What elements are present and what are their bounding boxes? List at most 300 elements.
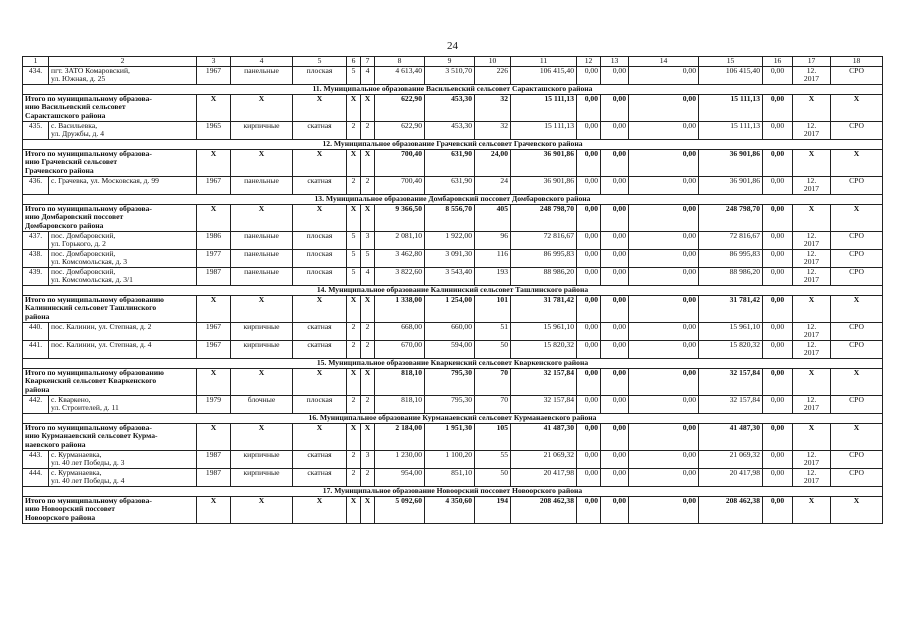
data-cell: 0,00	[601, 122, 629, 140]
data-cell: 86 995,83	[699, 250, 763, 268]
subtotal-cell: X	[361, 369, 375, 396]
subtotal-cell: X	[293, 424, 347, 451]
subtotal-cell: 24,00	[475, 150, 511, 177]
data-cell: 1967	[197, 177, 231, 195]
data-cell: панельные	[231, 177, 293, 195]
data-cell: 193	[475, 268, 511, 286]
header-cell: 10	[475, 57, 511, 67]
subtotal-cell: X	[793, 205, 831, 232]
subtotal-cell: X	[293, 296, 347, 323]
data-cell: 1977	[197, 250, 231, 268]
header-cell: 1	[23, 57, 49, 67]
data-cell: 15 961,10	[511, 323, 577, 341]
header-cell: 3	[197, 57, 231, 67]
subtotal-cell: X	[197, 95, 231, 122]
subtotal-cell: 0,00	[629, 296, 699, 323]
data-cell: 21 069,32	[511, 451, 577, 469]
header-cell: 11	[511, 57, 577, 67]
subtotal-cell: 0,00	[601, 205, 629, 232]
subtotal-cell: X	[361, 424, 375, 451]
data-cell: 2	[361, 122, 375, 140]
header-cell: 5	[293, 57, 347, 67]
data-cell: 0,00	[577, 268, 601, 286]
data-cell: 0,00	[577, 232, 601, 250]
subtotal-cell: X	[231, 95, 293, 122]
data-cell: блочные	[231, 396, 293, 414]
data-cell: 24	[475, 177, 511, 195]
data-cell: 2	[347, 341, 361, 359]
data-cell: 15 820,32	[699, 341, 763, 359]
data-cell: 0,00	[601, 323, 629, 341]
data-cell: СРО	[831, 250, 883, 268]
data-cell: 668,00	[375, 323, 425, 341]
data-cell: плоская	[293, 232, 347, 250]
subtotal-cell: 36 901,86	[511, 150, 577, 177]
address-cell: с. Курманаевка, ул. 40 лет Победы, д. 3	[49, 451, 197, 469]
subtotal-cell: X	[831, 95, 883, 122]
subtotal-cell: X	[831, 369, 883, 396]
data-cell: 3 510,70	[425, 67, 475, 85]
subtotal-cell: X	[231, 497, 293, 524]
subtotal-cell: X	[793, 424, 831, 451]
subtotal-cell: X	[231, 369, 293, 396]
subtotal-row	[23, 424, 883, 451]
address-cell: с. Кваркено, ул. Строителей, д. 11	[49, 396, 197, 414]
data-cell: СРО	[831, 177, 883, 195]
data-cell: 12. 2017	[793, 232, 831, 250]
data-cell: 0,00	[601, 341, 629, 359]
section-header-row	[23, 140, 883, 150]
subtotal-cell: 0,00	[629, 150, 699, 177]
header-cell: 8	[375, 57, 425, 67]
data-cell: 0,00	[601, 396, 629, 414]
data-cell: 0,00	[629, 232, 699, 250]
data-cell: 0,00	[577, 341, 601, 359]
data-cell: 0,00	[629, 341, 699, 359]
subtotal-cell: X	[831, 497, 883, 524]
data-cell: 0,00	[763, 451, 793, 469]
data-cell: 670,00	[375, 341, 425, 359]
data-cell: плоская	[293, 250, 347, 268]
section-title: 11. Муниципальное образование Васильевский сельсовет Саракташского района	[23, 85, 883, 95]
section-header-row	[23, 85, 883, 95]
header-cell: 16	[763, 57, 793, 67]
data-cell: панельные	[231, 250, 293, 268]
header-cell: 17	[793, 57, 831, 67]
page-number: 24	[447, 40, 458, 52]
data-cell: 15 111,13	[699, 122, 763, 140]
data-cell: 0,00	[601, 232, 629, 250]
subtotal-cell: X	[197, 296, 231, 323]
data-cell: 0,00	[601, 177, 629, 195]
subtotal-cell: 0,00	[763, 296, 793, 323]
row-number: 442.	[23, 396, 49, 414]
subtotal-cell: X	[793, 369, 831, 396]
subtotal-cell: 0,00	[601, 424, 629, 451]
subtotal-cell: 622,90	[375, 95, 425, 122]
subtotal-cell: 453,30	[425, 95, 475, 122]
data-cell: 0,00	[601, 451, 629, 469]
data-cell: 106 415,40	[511, 67, 577, 85]
housing-table	[22, 56, 883, 524]
data-cell: 1967	[197, 323, 231, 341]
table-body	[23, 57, 883, 524]
table-row	[23, 122, 883, 140]
subtotal-cell: X	[347, 369, 361, 396]
subtotal-label: Итого по муниципальному образова- нию Грачевский сельсовет Грачевского района	[23, 150, 197, 177]
table-row	[23, 177, 883, 195]
data-cell: 36 901,86	[699, 177, 763, 195]
subtotal-cell: 0,00	[629, 424, 699, 451]
subtotal-cell: 0,00	[601, 497, 629, 524]
subtotal-cell: X	[231, 205, 293, 232]
data-cell: 36 901,86	[511, 177, 577, 195]
subtotal-cell: X	[293, 205, 347, 232]
data-cell: 1 100,20	[425, 451, 475, 469]
data-cell: 0,00	[577, 323, 601, 341]
subtotal-cell: 32 157,84	[511, 369, 577, 396]
data-cell: 50	[475, 341, 511, 359]
subtotal-cell: 0,00	[577, 95, 601, 122]
data-cell: 2	[361, 177, 375, 195]
subtotal-cell: X	[793, 296, 831, 323]
data-cell: СРО	[831, 232, 883, 250]
subtotal-cell: 0,00	[629, 205, 699, 232]
subtotal-cell: 0,00	[629, 497, 699, 524]
data-cell: 0,00	[601, 250, 629, 268]
data-cell: скатная	[293, 451, 347, 469]
data-cell: 50	[475, 469, 511, 487]
header-cell: 18	[831, 57, 883, 67]
data-cell: 5	[361, 250, 375, 268]
row-number: 443.	[23, 451, 49, 469]
data-cell: 3 091,30	[425, 250, 475, 268]
data-cell: 594,00	[425, 341, 475, 359]
header-cell: 13	[601, 57, 629, 67]
subtotal-cell: 105	[475, 424, 511, 451]
subtotal-cell: 2 184,00	[375, 424, 425, 451]
table-row	[23, 323, 883, 341]
data-cell: скатная	[293, 122, 347, 140]
table-row	[23, 250, 883, 268]
data-cell: панельные	[231, 67, 293, 85]
subtotal-cell: 1 254,00	[425, 296, 475, 323]
data-cell: 2	[361, 341, 375, 359]
subtotal-cell: 36 901,86	[699, 150, 763, 177]
table-row	[23, 396, 883, 414]
section-title: 12. Муниципальное образование Грачевский сельсовет Грачевского района	[23, 140, 883, 150]
address-cell: пос. Домбаровский, ул. Комсомольская, д. 3/1	[49, 268, 197, 286]
header-cell: 4	[231, 57, 293, 67]
subtotal-cell: X	[347, 424, 361, 451]
data-cell: 32	[475, 122, 511, 140]
data-cell: СРО	[831, 396, 883, 414]
subtotal-cell: X	[231, 150, 293, 177]
data-cell: 2	[361, 469, 375, 487]
data-cell: кирпичные	[231, 323, 293, 341]
data-cell: 1979	[197, 396, 231, 414]
data-cell: 12. 2017	[793, 469, 831, 487]
row-number: 439.	[23, 268, 49, 286]
data-cell: 851,10	[425, 469, 475, 487]
subtotal-cell: 70	[475, 369, 511, 396]
data-cell: 5	[347, 250, 361, 268]
data-cell: 0,00	[763, 268, 793, 286]
data-cell: 954,00	[375, 469, 425, 487]
data-cell: 0,00	[629, 451, 699, 469]
section-title: 16. Муниципальное образование Курманаевский сельсовет Курманаевского района	[23, 414, 883, 424]
data-cell: 15 961,10	[699, 323, 763, 341]
address-cell: пос. Калинин, ул. Степная, д. 4	[49, 341, 197, 359]
subtotal-cell: X	[831, 424, 883, 451]
data-cell: 0,00	[763, 122, 793, 140]
data-cell: 15 820,32	[511, 341, 577, 359]
data-cell: 4 613,40	[375, 67, 425, 85]
data-cell: 2 081,10	[375, 232, 425, 250]
subtotal-label: Итого по муниципальному образованию Кваркенский сельсовет Кваркенского района	[23, 369, 197, 396]
subtotal-cell: 0,00	[601, 150, 629, 177]
subtotal-cell: 700,40	[375, 150, 425, 177]
row-number: 441.	[23, 341, 49, 359]
subtotal-cell: X	[793, 95, 831, 122]
subtotal-cell: X	[197, 424, 231, 451]
subtotal-cell: X	[361, 95, 375, 122]
table-row	[23, 232, 883, 250]
data-cell: 2	[347, 451, 361, 469]
column-number-header	[23, 57, 883, 67]
data-cell: СРО	[831, 122, 883, 140]
subtotal-cell: 0,00	[601, 296, 629, 323]
subtotal-row	[23, 150, 883, 177]
header-cell: 14	[629, 57, 699, 67]
subtotal-label: Итого по муниципальному образованию Калининский сельсовет Ташлинского района	[23, 296, 197, 323]
subtotal-row	[23, 205, 883, 232]
row-number: 436.	[23, 177, 49, 195]
data-cell: скатная	[293, 177, 347, 195]
data-cell: 2	[361, 396, 375, 414]
subtotal-cell: 0,00	[763, 205, 793, 232]
table-row	[23, 451, 883, 469]
data-cell: 55	[475, 451, 511, 469]
subtotal-cell: X	[347, 497, 361, 524]
subtotal-cell: X	[361, 497, 375, 524]
row-number: 438.	[23, 250, 49, 268]
subtotal-cell: X	[197, 150, 231, 177]
data-cell: 3	[361, 451, 375, 469]
data-cell: 795,30	[425, 396, 475, 414]
subtotal-cell: 31 781,42	[699, 296, 763, 323]
data-cell: 0,00	[601, 469, 629, 487]
subtotal-cell: 9 366,50	[375, 205, 425, 232]
subtotal-cell: X	[831, 296, 883, 323]
data-cell: 631,90	[425, 177, 475, 195]
data-cell: 0,00	[629, 268, 699, 286]
section-title: 15. Муниципальное образование Кваркенский сельсовет Кваркенского района	[23, 359, 883, 369]
data-cell: скатная	[293, 341, 347, 359]
row-number: 435.	[23, 122, 49, 140]
subtotal-cell: 0,00	[629, 369, 699, 396]
subtotal-cell: X	[361, 296, 375, 323]
data-cell: 818,10	[375, 396, 425, 414]
subtotal-cell: 208 462,38	[511, 497, 577, 524]
subtotal-cell: 8 556,70	[425, 205, 475, 232]
header-cell: 15	[699, 57, 763, 67]
data-cell: 0,00	[763, 396, 793, 414]
header-cell: 2	[49, 57, 197, 67]
data-cell: 3 462,80	[375, 250, 425, 268]
data-cell: 0,00	[577, 451, 601, 469]
subtotal-cell: 4 350,60	[425, 497, 475, 524]
subtotal-cell: X	[361, 150, 375, 177]
data-cell: панельные	[231, 232, 293, 250]
data-cell: 0,00	[577, 396, 601, 414]
section-header-row	[23, 414, 883, 424]
subtotal-cell: 15 111,13	[511, 95, 577, 122]
data-cell: 0,00	[577, 250, 601, 268]
data-cell: 12. 2017	[793, 268, 831, 286]
data-cell: 0,00	[763, 177, 793, 195]
table-row	[23, 67, 883, 85]
subtotal-cell: 15 111,13	[699, 95, 763, 122]
data-cell: 12. 2017	[793, 396, 831, 414]
data-cell: кирпичные	[231, 122, 293, 140]
subtotal-cell: X	[347, 296, 361, 323]
data-cell: СРО	[831, 67, 883, 85]
subtotal-cell: 0,00	[577, 150, 601, 177]
data-cell: 226	[475, 67, 511, 85]
subtotal-cell: X	[293, 497, 347, 524]
data-cell: 4	[361, 268, 375, 286]
subtotal-cell: 32	[475, 95, 511, 122]
data-cell: 0,00	[763, 67, 793, 85]
subtotal-cell: 0,00	[601, 95, 629, 122]
data-cell: 2	[347, 177, 361, 195]
data-cell: 453,30	[425, 122, 475, 140]
subtotal-cell: X	[831, 205, 883, 232]
data-cell: 2	[361, 323, 375, 341]
subtotal-cell: 248 798,70	[511, 205, 577, 232]
subtotal-row	[23, 95, 883, 122]
subtotal-cell: X	[293, 150, 347, 177]
data-cell: 0,00	[577, 67, 601, 85]
section-header-row	[23, 487, 883, 497]
subtotal-cell: X	[347, 150, 361, 177]
data-cell: 21 069,32	[699, 451, 763, 469]
subtotal-cell: 0,00	[601, 369, 629, 396]
subtotal-cell: X	[293, 369, 347, 396]
data-cell: 0,00	[601, 268, 629, 286]
row-number: 444.	[23, 469, 49, 487]
header-cell: 9	[425, 57, 475, 67]
subtotal-cell: 0,00	[763, 95, 793, 122]
data-cell: кирпичные	[231, 451, 293, 469]
subtotal-cell: X	[347, 95, 361, 122]
data-cell: 51	[475, 323, 511, 341]
data-cell: 3 543,40	[425, 268, 475, 286]
section-title: 14. Муниципальное образование Калининский сельсовет Ташлинского района	[23, 286, 883, 296]
subtotal-cell: 41 487,30	[699, 424, 763, 451]
address-cell: с. Васильевка, ул. Дружбы, д. 4	[49, 122, 197, 140]
subtotal-cell: X	[793, 497, 831, 524]
data-cell: 1987	[197, 469, 231, 487]
data-cell: 106 415,40	[699, 67, 763, 85]
data-cell: СРО	[831, 469, 883, 487]
data-cell: плоская	[293, 396, 347, 414]
address-cell: пос. Домбаровский, ул. Горького, д. 2	[49, 232, 197, 250]
subtotal-cell: 0,00	[763, 369, 793, 396]
data-cell: 88 986,20	[699, 268, 763, 286]
section-title: 17. Муниципальное образование Новоорский поссовет Новоорского района	[23, 487, 883, 497]
data-cell: 12. 2017	[793, 341, 831, 359]
address-cell: с. Курманаевка, ул. 40 лет Победы, д. 4	[49, 469, 197, 487]
data-cell: 2	[347, 122, 361, 140]
row-number: 440.	[23, 323, 49, 341]
section-header-row	[23, 286, 883, 296]
data-cell: СРО	[831, 268, 883, 286]
subtotal-cell: 0,00	[577, 296, 601, 323]
data-cell: кирпичные	[231, 469, 293, 487]
data-cell: плоская	[293, 268, 347, 286]
data-cell: 0,00	[577, 122, 601, 140]
data-cell: 72 816,67	[511, 232, 577, 250]
data-cell: 1 230,00	[375, 451, 425, 469]
subtotal-cell: 818,10	[375, 369, 425, 396]
data-cell: 0,00	[601, 67, 629, 85]
header-cell: 7	[361, 57, 375, 67]
subtotal-cell: X	[231, 424, 293, 451]
subtotal-cell: 405	[475, 205, 511, 232]
data-cell: 1965	[197, 122, 231, 140]
subtotal-cell: 0,00	[577, 424, 601, 451]
data-cell: 700,40	[375, 177, 425, 195]
data-cell: 0,00	[629, 323, 699, 341]
data-cell: 1987	[197, 451, 231, 469]
subtotal-cell: 194	[475, 497, 511, 524]
data-cell: 0,00	[629, 250, 699, 268]
subtotal-cell: X	[197, 369, 231, 396]
section-title: 13. Муниципальное образование Домбаровский поссовет Домбаровского района	[23, 195, 883, 205]
subtotal-cell: 0,00	[577, 497, 601, 524]
data-cell: кирпичные	[231, 341, 293, 359]
subtotal-cell: 795,30	[425, 369, 475, 396]
subtotal-cell: 0,00	[629, 95, 699, 122]
data-cell: скатная	[293, 469, 347, 487]
address-cell: пос. Домбаровский, ул. Комсомольская, д. 3	[49, 250, 197, 268]
data-cell: 12. 2017	[793, 67, 831, 85]
subtotal-cell: 0,00	[763, 497, 793, 524]
table-row	[23, 268, 883, 286]
address-cell: пгт. ЗАТО Комаровский, ул. Южная, д. 25	[49, 67, 197, 85]
data-cell: 15 111,13	[511, 122, 577, 140]
subtotal-cell: X	[793, 150, 831, 177]
subtotal-cell: 31 781,42	[511, 296, 577, 323]
data-cell: 0,00	[763, 250, 793, 268]
data-cell: 0,00	[763, 323, 793, 341]
subtotal-label: Итого по муниципальному образова- нию Курманаевский сельсовет Курма- наевского района	[23, 424, 197, 451]
subtotal-cell: X	[293, 95, 347, 122]
data-cell: 0,00	[763, 232, 793, 250]
data-cell: 72 816,67	[699, 232, 763, 250]
subtotal-label: Итого по муниципальному образова- нию Новоорский поссовет Новоорского района	[23, 497, 197, 524]
data-cell: 0,00	[629, 67, 699, 85]
data-cell: 0,00	[629, 122, 699, 140]
data-cell: 1967	[197, 341, 231, 359]
data-cell: 20 417,98	[511, 469, 577, 487]
subtotal-cell: 208 462,38	[699, 497, 763, 524]
address-cell: пос. Калинин, ул. Степная, д. 2	[49, 323, 197, 341]
data-cell: 0,00	[763, 469, 793, 487]
data-cell: 5	[347, 232, 361, 250]
